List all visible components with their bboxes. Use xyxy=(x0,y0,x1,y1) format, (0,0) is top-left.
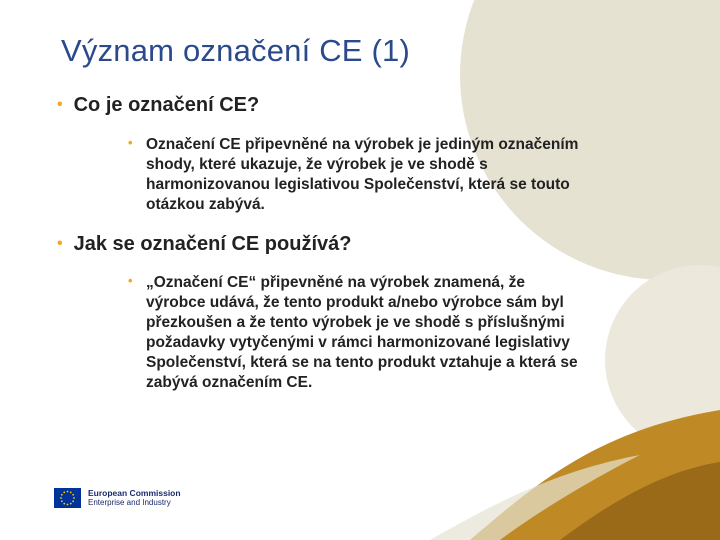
bullet-icon: • xyxy=(57,96,63,113)
body-line: Společenství, která se na tento produkt vztahuje a která se xyxy=(146,354,578,371)
logo-text xyxy=(88,488,181,508)
logo-line-2: Enterprise and Industry xyxy=(88,498,171,507)
eu-flag-icon xyxy=(54,488,81,508)
section-heading xyxy=(57,94,259,117)
body-line: přezkoušen a že tento výrobek je ve shodě s příslušnými xyxy=(146,314,565,331)
section-body xyxy=(128,135,668,215)
section-heading-text: Jak se označení CE používá? xyxy=(73,233,352,255)
bullet-icon: • xyxy=(57,235,63,252)
body-line: zabývá označením CE. xyxy=(146,374,313,391)
body-line: otázkou zabývá. xyxy=(146,196,265,213)
body-line: shody, které ukazuje, že výrobek je ve shodě s xyxy=(146,156,488,173)
body-line: požadavky vytyčenými v rámci harmonizované legislativy xyxy=(146,334,570,351)
section-heading-text: Co je označení CE? xyxy=(73,94,260,116)
logo-line-1: European Commission xyxy=(88,488,181,498)
body-line: výrobce udává, že tento produkt a/nebo výrobce sám byl xyxy=(146,294,564,311)
body-line: „Označení CE“ připevněné na výrobek znamená, že xyxy=(146,274,526,291)
section-heading xyxy=(57,233,351,256)
bullet-icon: • xyxy=(128,273,133,288)
slide-title: Význam označení CE (1) xyxy=(61,33,410,68)
european-commission-logo xyxy=(54,488,181,508)
bullet-icon: • xyxy=(128,135,133,150)
section-body xyxy=(128,273,668,393)
body-line: Označení CE připevněné na výrobek je jediným označením xyxy=(146,136,579,153)
body-line: harmonizovanou legislativou Společenství, která se touto xyxy=(146,176,570,193)
